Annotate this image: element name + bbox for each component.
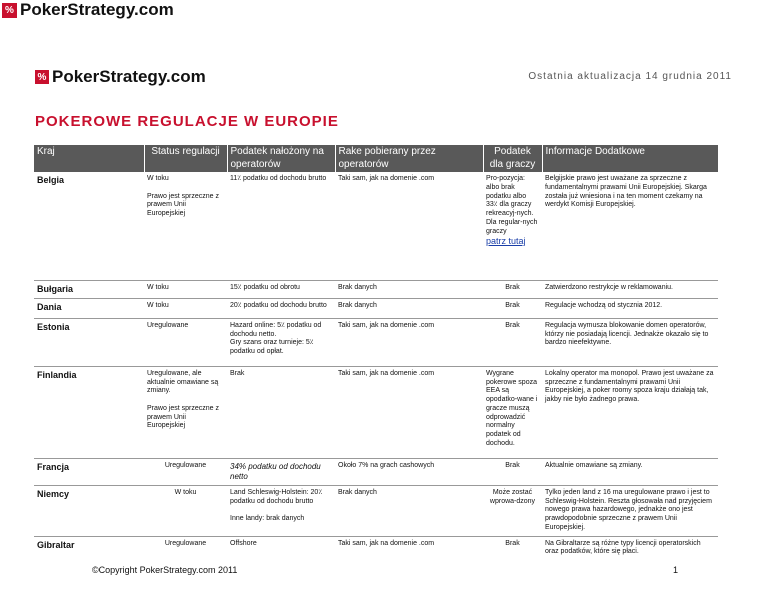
table-row: [34, 366, 718, 458]
status-cell: W toku: [144, 280, 227, 298]
info-cell: Aktualnie omawiane są zmiany.: [542, 458, 718, 485]
operator-tax-cell: Land Schleswig-Holstein: 20٪ podatku od dochodu brutto Inne landy: brak danych: [227, 485, 335, 536]
info-cell: Tylko jeden land z 16 ma uregulowane prawo i jest to Schleswig-Holstein. Reszta głosowała nad przyjęciem nowego prawa hazardowego, jednakże ono jest prawdopodobnie sprzeczne z prawem Unii Europejskiej.: [542, 485, 718, 536]
player-tax-cell: Brak: [483, 298, 542, 318]
player-tax-cell: Może zostać wprowa-dzony: [483, 485, 542, 536]
status-cell: Uregulowane: [144, 536, 227, 560]
country-cell: Finlandia: [34, 366, 144, 458]
operator-tax-cell: Hazard online: 5٪ podatku od dochodu netto. Gry szans oraz turnieje: 5٪ podatku od opłat.: [227, 318, 335, 366]
info-cell: Regulacje wchodzą od stycznia 2012.: [542, 298, 718, 318]
column-header-rake: Rake pobierany przez operatorów: [335, 145, 483, 172]
column-header-player-tax: Podatek dla graczy: [483, 145, 542, 172]
column-header-info: Informacje Dodatkowe: [542, 145, 718, 172]
status-cell: Uregulowane, ale aktualnie omawiane są zmiany. Prawo jest sprzeczne z prawem Unii Europejskiej: [144, 366, 227, 458]
rake-cell: Około 7% na grach cashowych: [335, 458, 483, 485]
rake-cell: Taki sam, jak na domenie .com: [335, 536, 483, 560]
info-cell: Zatwierdzono restrykcje w reklamowaniu.: [542, 280, 718, 298]
rake-cell: Brak danych: [335, 485, 483, 536]
status-cell: Uregulowane: [144, 458, 227, 485]
column-header-country: Kraj: [34, 145, 144, 172]
last-updated: Ostatnia aktualizacja 14 grudnia 2011: [528, 71, 732, 82]
player-tax-cell: [483, 172, 542, 280]
page-title: POKEROWE REGULACJE W EUROPIE: [35, 113, 339, 130]
page-number: 1: [673, 565, 679, 575]
rake-cell: Taki sam, jak na domenie .com: [335, 366, 483, 458]
page-logo: [35, 67, 206, 87]
table-header-row: [34, 145, 718, 172]
country-cell: Estonia: [34, 318, 144, 366]
rake-cell: Taki sam, jak na domenie .com: [338, 175, 435, 182]
operator-tax-cell: Brak: [227, 366, 335, 458]
country-cell: Gibraltar: [34, 536, 144, 560]
operator-tax-cell: 34% podatku od dochodu netto: [227, 458, 335, 485]
country-cell: Bułgaria: [34, 280, 144, 298]
info-cell: Na Gibraltarze są różne typy licencji operatorskich oraz podatków, które się płaci.: [542, 536, 718, 560]
country-cell: Niemcy: [34, 485, 144, 536]
table-row: [34, 298, 718, 318]
rake-cell: Taki sam, jak na domenie .com: [335, 318, 483, 366]
country-cell: Dania: [34, 298, 144, 318]
info-cell: Regulacja wymusza blokowanie domen operatorów, którzy nie posiadają licencji. Jednakże okazało się to bardzo nieefektywne.: [542, 318, 718, 366]
player-tax-cell: Brak: [483, 458, 542, 485]
operator-tax-cell: 15٪ podatku od obrotu: [227, 280, 335, 298]
player-tax-cell: Brak: [483, 318, 542, 366]
table-row: [34, 485, 718, 536]
player-tax-cell: Brak: [483, 536, 542, 560]
status-cell: W toku: [144, 485, 227, 536]
table-row: [34, 458, 718, 485]
info-cell: Lokalny operator ma monopol. Prawo jest uważane za sprzeczne z fundamentalnymi prawami Unii Europejskiej, a poker roomy spoza kraju działają tak, jakby nie było żadnego prawa.: [542, 366, 718, 458]
player-tax-text: Pro-pozycja: albo brak podatku albo 33٪ dla graczy rekreacyj-nych. Dla regular-nych graczy: [486, 175, 538, 235]
rake-cell: Brak danych: [335, 298, 483, 318]
player-tax-cell: Wygrane pokerowe spoza EEA są opodatko-wane i gracze muszą odprowadzić normalny podatek od dochodu.: [483, 366, 542, 458]
status-cell: Uregulowane: [144, 318, 227, 366]
operator-tax-cell: 20٪ podatku od dochodu brutto: [227, 298, 335, 318]
table-row: [34, 318, 718, 366]
column-header-operator-tax: Podatek nałożony na operatorów: [227, 145, 335, 172]
pokerstrategy-logo-icon: %: [35, 70, 49, 84]
pokerstrategy-logo-icon: %: [2, 3, 17, 18]
player-tax-cell: Brak: [483, 280, 542, 298]
player-tax-link[interactable]: patrz tutaj: [486, 236, 526, 247]
regulations-table: [34, 145, 719, 560]
table-row: [34, 280, 718, 298]
top-logo-text: PokerStrategy.com: [20, 0, 174, 19]
country-cell: Belgia: [37, 175, 65, 185]
table-row: [34, 536, 718, 560]
operator-tax-cell: Offshore: [227, 536, 335, 560]
top-logo: [2, 0, 174, 20]
copyright: ©Copyright PokerStrategy.com 2011: [92, 565, 238, 575]
operator-tax-cell: 11٪ podatku od dochodu brutto: [230, 175, 327, 182]
page-logo-text: PokerStrategy.com: [52, 67, 206, 86]
rake-cell: Brak danych: [335, 280, 483, 298]
table-row: [34, 172, 718, 280]
country-cell: Francja: [34, 458, 144, 485]
column-header-status: Status regulacji: [144, 145, 227, 172]
status-cell: W toku Prawo jest sprzeczne z prawem Unii Europejskiej: [147, 175, 219, 217]
info-cell: Belgijskie prawo jest uważane za sprzeczne z fundamentalnymi prawami Unii Europejskiej. Skarga została już wniesiona i na ten moment czekamy na werdykt Komisji Europejskiej.: [545, 175, 707, 209]
status-cell: W toku: [144, 298, 227, 318]
